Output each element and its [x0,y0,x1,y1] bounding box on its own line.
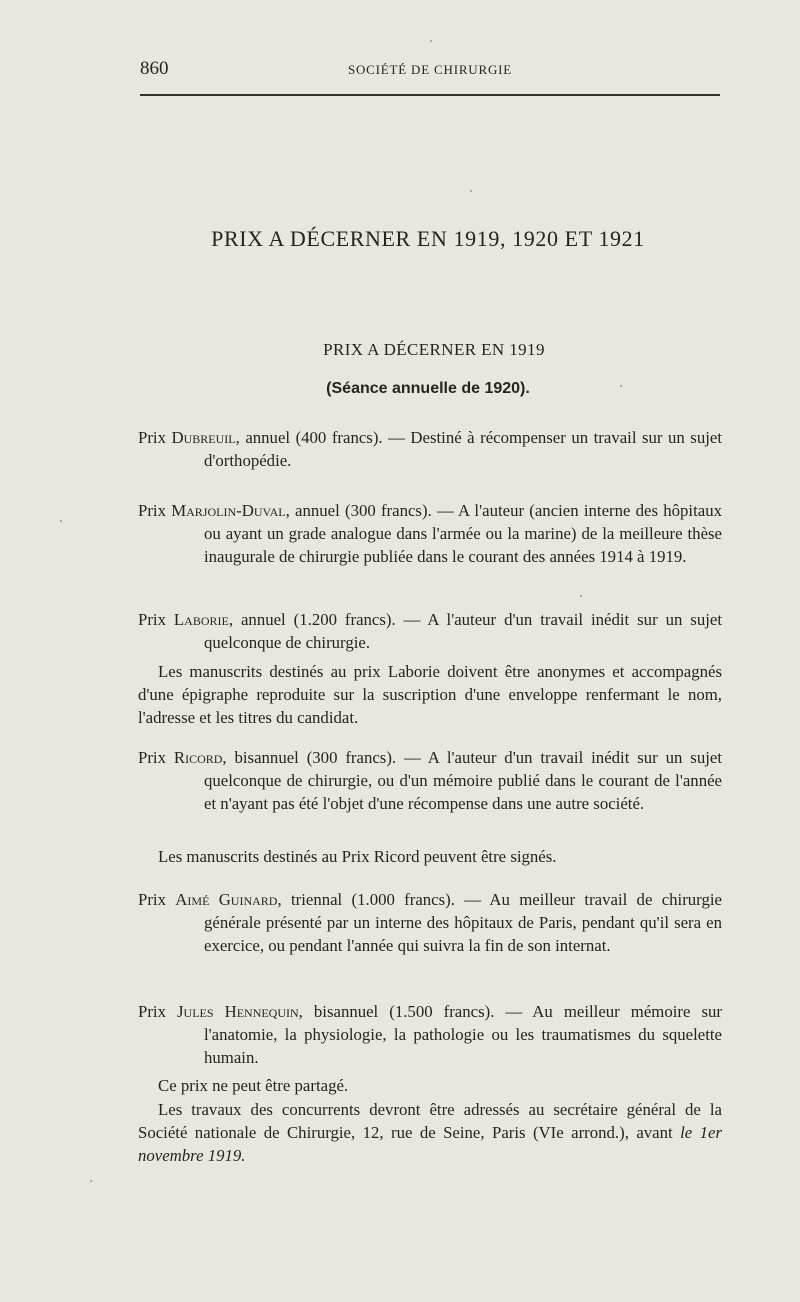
prize-prefix: Prix [138,748,166,767]
paper-speck [90,1180,92,1182]
prize-marjolin-duval [138,499,722,568]
prize-text: annuel (1.200 francs). — A l'auteur d'un travail inédit sur un sujet quelconque de chirurgie. [204,610,722,652]
prize-jules-hennequin [138,1000,722,1069]
prize-name: Marjolin-Duval, [171,501,290,520]
paper-speck [60,520,62,522]
prize-name: Jules Hennequin, [177,1002,303,1021]
prize-prefix: Prix [138,501,166,520]
main-title: PRIX A DÉCERNER EN 1919, 1920 ET 1921 [211,226,645,251]
prize-prefix: Prix [138,428,166,447]
note-hennequin-2 [138,1098,722,1167]
page-number: 860 [140,58,169,79]
prize-text: triennal (1.000 francs). — Au meilleur travail de chirurgie générale présenté par un interne des hôpitaux de Paris, pendant qu'il sera en exercice, ou pendant l'année qui suivra la fin de son internat. [204,890,722,955]
prize-prefix: Prix [138,610,166,629]
prize-aime-guinard [138,888,722,957]
prize-text: annuel (300 francs). — A l'auteur (ancien interne des hôpitaux ou ayant un grade analogue dans l'armée ou la marine) de la meilleure thèse inaugurale de chirurgie publiée dans le courant des années 1914 à 1919. [204,501,722,566]
header-rule [140,94,720,96]
page-header [140,58,720,82]
note-laborie: Les manuscrits destinés au prix Laborie doivent être anonymes et accompagnés d'une épigraphe reproduite sur la suscription d'une enveloppe renfermant le nom, l'adresse et les titres du candidat. [138,662,722,727]
prize-dubreuil [138,426,722,472]
prize-name: Aimé Guinard, [175,890,282,909]
paper-speck [430,40,432,42]
prize-name: Dubreuil, [171,428,240,447]
prize-text: bisannuel (1.500 francs). — Au meilleur mémoire sur l'anatomie, la physiologie, la pathologie ou les traumatismes du squelette humain. [204,1002,722,1067]
prize-text: annuel (400 francs). — Destiné à récompenser un travail sur un sujet d'orthopédie. [204,428,723,470]
paper-speck [620,385,622,387]
prize-name: Laborie, [173,610,234,629]
prize-prefix: Prix [138,890,166,909]
note-ricord: Les manuscrits destinés au Prix Ricord peuvent être signés. [158,847,557,866]
deadline-date: le 1er novembre 1919. [138,1123,722,1165]
note-hennequin-1: Ce prix ne peut être partagé. [158,1076,349,1095]
session-subtitle: (Séance annuelle de 1920). [326,380,530,397]
section-title: PRIX A DÉCERNER EN 1919 [323,340,545,359]
prize-laborie [138,608,722,654]
paper-speck [470,190,472,192]
paper-speck [580,595,582,597]
running-title: SOCIÉTÉ DE CHIRURGIE [347,62,513,77]
prize-prefix: Prix [138,1002,166,1021]
prize-name: Ricord, [173,748,227,767]
note-hennequin-2-text: Les travaux des concurrents devront être adressés au secrétaire général de la Société nationale de Chirurgie, 12, rue de Seine, Paris (VIe arrond.), avant [138,1100,722,1142]
prize-text: bisannuel (300 francs). — A l'auteur d'un travail inédit sur un sujet quelconque de chirurgie, ou d'un mémoire publié dans le courant de l'année et n'ayant pas été l'objet d'une récompense dans une autre société. [204,748,722,813]
prize-ricord [138,746,722,815]
